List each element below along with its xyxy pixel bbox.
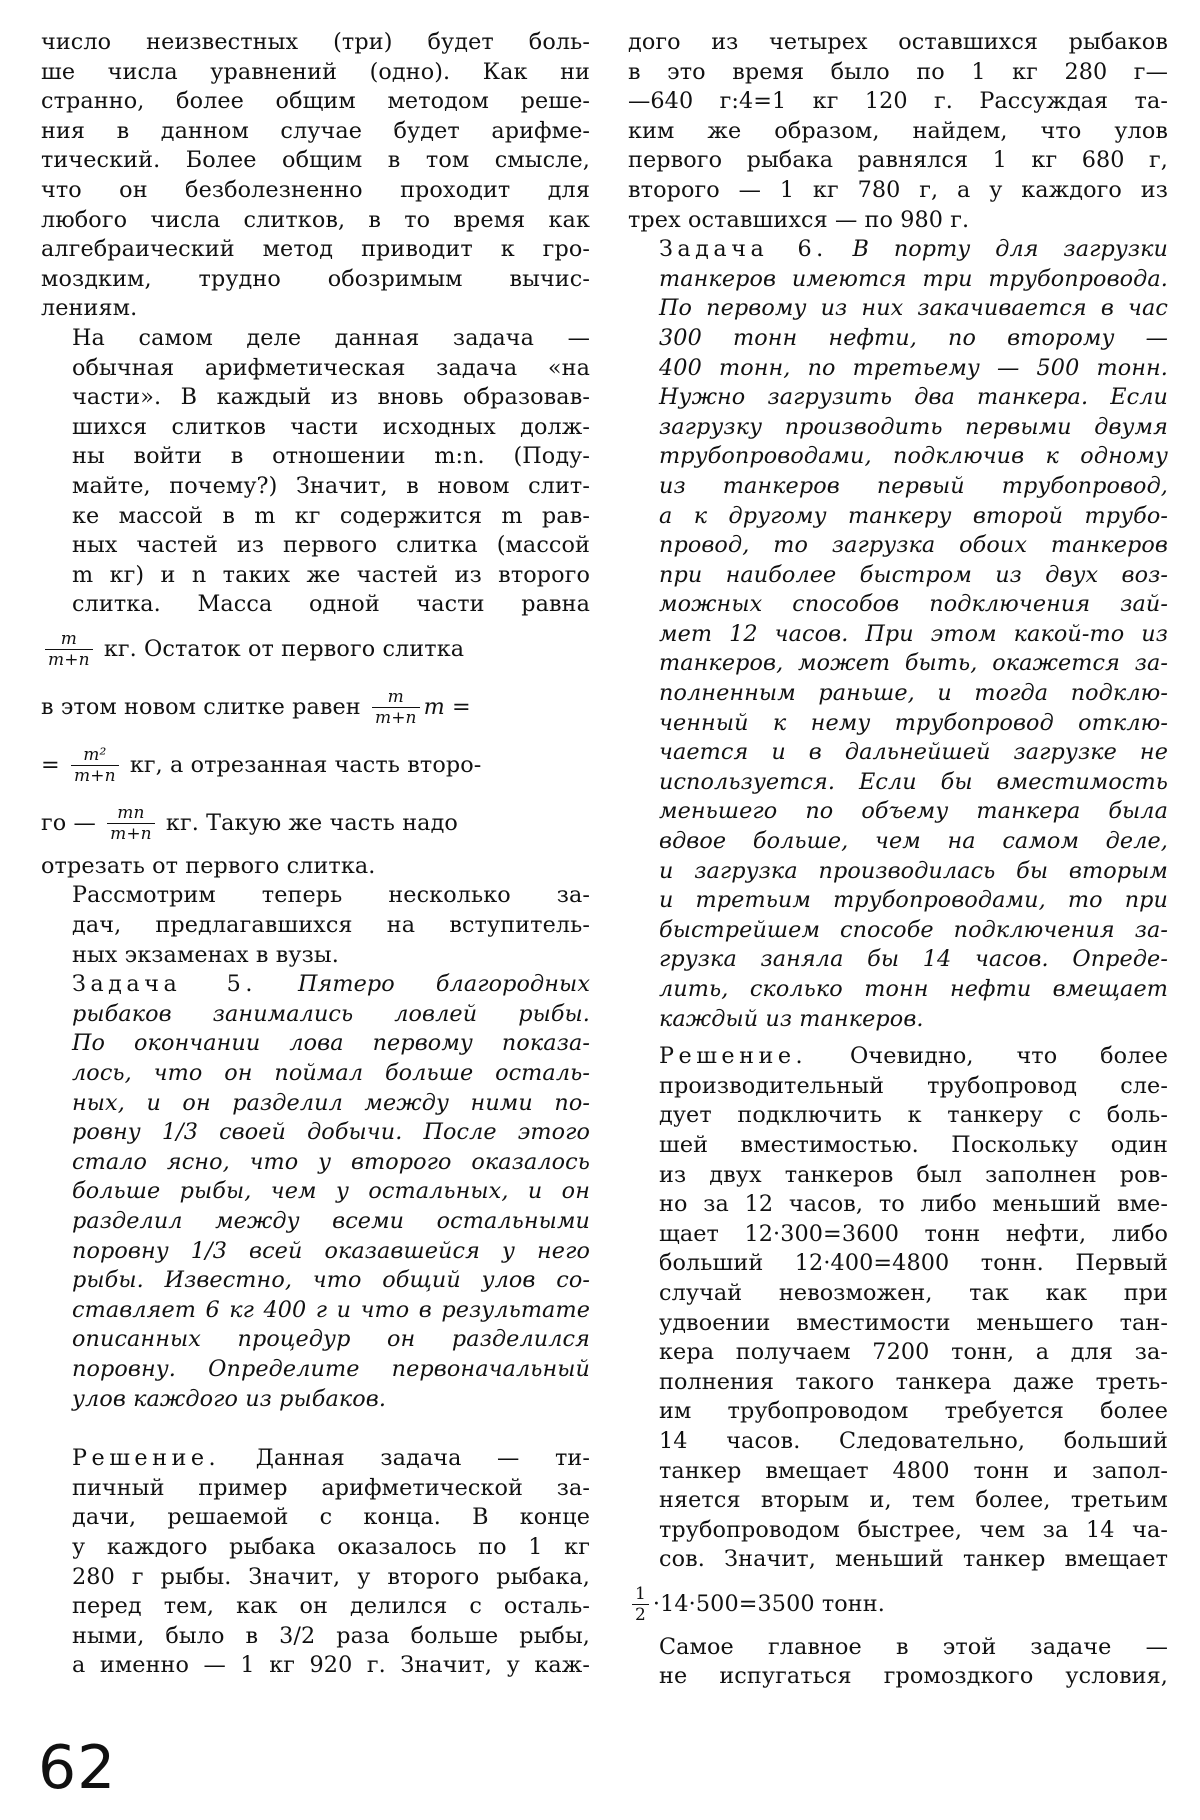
text-line: На самом деле данная задача — (72, 324, 590, 351)
task-label: Задача 5. (72, 971, 257, 998)
text-line: отрезать от первого слитка. (41, 852, 376, 879)
text-line: майте, почему?) Значит, в новом слит- (72, 472, 590, 499)
text-line: но за 12 часов, то либо меньший вме- (659, 1191, 1168, 1218)
text-line: трубопроводами, подключив к одному (659, 443, 1168, 470)
left-column (41, 28, 590, 1681)
text-line: щает 12·300=3600 тонн нефти, либо (659, 1220, 1168, 1247)
text-line: поровну 1/3 всей оказавшейся у него (72, 1237, 590, 1264)
formula-line-part-mass (41, 620, 590, 678)
text-line: 400 тонн, по третьему — 500 тонн. (659, 354, 1168, 381)
text-line: m кг) и n таких же частей из второго (72, 561, 590, 588)
fraction-m-over-m-plus-n: $\frac{m}{m+n}$ (372, 687, 420, 728)
text-line: трубопроводом быстрее, чем за 14 ча- (659, 1516, 1168, 1543)
text-line: ше числа уравнений (одно). Как ни (41, 58, 590, 85)
text-line: улов каждого из рыбаков. (72, 1385, 387, 1412)
text-line: ных экзаменах в вузы. (72, 941, 339, 968)
text-line: перед тем, как он делился с осталь- (72, 1593, 590, 1620)
text-line: Решение. Очевидно, что более (659, 1043, 1168, 1070)
fraction-m-over-m-plus-n: $\frac{m}{m+n}$ (45, 629, 93, 670)
text-line: Рассмотрим теперь несколько за- (72, 882, 590, 909)
text-line: лось, что он поймал больше осталь- (72, 1060, 590, 1087)
text-line: не испугаться громоздкого условия, (659, 1663, 1168, 1690)
text-line: странно, более общим методом реше- (41, 88, 590, 115)
task-5 (41, 970, 590, 1414)
text-line: ны войти в отношении m:n. (Поду- (72, 443, 590, 470)
text-line: слитка. Масса одной части равна (72, 591, 590, 618)
paragraph-intro (41, 28, 590, 324)
right-column (628, 28, 1168, 1692)
text-line: танкеров, может быть, окажется за- (659, 650, 1168, 677)
formula-line-mn (41, 794, 590, 852)
text-line: рыбы. Известно, что общий улов со- (72, 1267, 590, 1294)
text-line: лить, сколько тонн нефти вмещает (659, 976, 1168, 1002)
formula-text: го — (41, 809, 96, 836)
text-line: производительный трубопровод сле- (659, 1072, 1168, 1099)
text-line: а именно — 1 кг 920 г. Значит, у каж- (72, 1652, 590, 1679)
formula-text: в этом новом слитке равен (41, 693, 361, 720)
text-line: ке массой в m кг содержится m рав- (72, 502, 590, 529)
text-line: в это время было по 1 кг 280 г— (628, 58, 1168, 85)
text-line: ким же образом, найдем, что улов (628, 117, 1168, 144)
spacer (41, 1414, 590, 1444)
text-line: у каждого рыбака оказалось по 1 кг (72, 1533, 590, 1560)
text-line: стало ясно, что у второго оказалось (72, 1148, 590, 1175)
text-line: Самое главное в этой задаче — (659, 1633, 1168, 1660)
text-line: поровну. Определите первоначальный (72, 1355, 590, 1382)
text-line: описанных процедур он разделился (72, 1326, 590, 1353)
paragraph-fish-continued (628, 28, 1168, 235)
equals-sign: = (41, 751, 60, 778)
text-line: и загрузка производилась бы вторым (659, 857, 1168, 884)
formula-text: кг. Остаток от первого слитка (103, 635, 465, 662)
text-line: няется вторым и, тем более, третьим (659, 1487, 1168, 1514)
text-line: полненным раньше, и тогда подклю- (659, 680, 1168, 707)
paragraph-exams (41, 881, 590, 970)
solution-label: Решение. (72, 1445, 221, 1472)
text-line: грузка заняла бы 14 часов. Опреде- (659, 946, 1168, 973)
formula-text: m = (423, 693, 471, 720)
text-line: танкер вмещает 4800 тонн и запол- (659, 1457, 1168, 1484)
formula-line-half (628, 1575, 1168, 1633)
solution-6 (628, 1042, 1168, 1575)
text-line: рыбаков занимались ловлей рыбы. (72, 1000, 590, 1027)
text-line: разделил между всеми остальными (72, 1208, 590, 1234)
text-line: сов. Значит, меньший танкер вмещает (659, 1546, 1168, 1573)
text-line: шихся слитков части исходных долж- (72, 413, 590, 440)
formula-line-m-squared (41, 736, 590, 794)
text-line: —640 г:4=1 кг 120 г. Рассуждая та- (628, 88, 1168, 115)
text-line: обычная арифметическая задача «на (72, 354, 590, 381)
text-line: Нужно загрузить два танкера. Если (659, 384, 1168, 411)
formula-text: ·14·500=3500 тонн. (652, 1590, 885, 1617)
text-line: полнения такого танкера даже треть- (659, 1368, 1168, 1395)
text-line: тический. Более общим в том смысле, (41, 147, 590, 174)
formula-text: кг, а отрезанная часть второ- (129, 751, 482, 778)
text-line: загрузку производить первыми двумя (659, 413, 1168, 440)
text-line: используется. Если бы вместимость (659, 768, 1168, 795)
text-line: 14 часов. Следовательно, больший (659, 1427, 1168, 1454)
solution-label: Решение. (659, 1043, 808, 1070)
text-line: Задача 5. Пятеро благородных (72, 971, 590, 998)
text-line: и третьим трубопроводами, то при (659, 887, 1168, 914)
text-line: По первому из них закачивается в час (659, 295, 1168, 322)
text-line: удвоении вместимости меньшего тан- (659, 1309, 1168, 1336)
text-line: ных, и он разделил между ними по- (72, 1089, 590, 1116)
text-line: ровну 1/3 своей добычи. После этого (72, 1119, 590, 1146)
text-line: чается и в дальнейшей загрузке не (659, 739, 1168, 766)
formula-line-remainder (41, 678, 590, 736)
text-line: дует подключить к танкеру с боль- (659, 1102, 1168, 1129)
task-label: Задача 6. (659, 236, 828, 263)
text-line: провод, то загрузка обоих танкеров (659, 532, 1168, 559)
text-line: ставляет 6 кг 400 г и что в результате (72, 1296, 590, 1323)
fraction-m-squared-over-m-plus-n: $\frac{\text{m²}}{m+n}$ (71, 745, 119, 786)
text-line: пичный пример арифметической за- (72, 1474, 590, 1501)
text-line: кера получаем 7200 тонн, а для за- (659, 1339, 1168, 1366)
text-line: мет 12 часов. При этом какой-то из (659, 620, 1168, 647)
text-line: танкеров имеются три трубопровода. (659, 265, 1168, 292)
formula-text: кг. Такую же часть надо (165, 809, 458, 836)
paragraph-closing (628, 1633, 1168, 1692)
text-line: им трубопроводом требуется более (659, 1398, 1168, 1425)
text-line: Задача 6. В порту для загрузки (659, 236, 1168, 263)
paragraph-parts (41, 324, 590, 620)
text-line: трех оставшихся — по 980 г. (628, 206, 970, 233)
solution-5 (41, 1444, 590, 1681)
text-line: что он безболезненно проходит для (41, 176, 590, 203)
text-line: первого рыбака равнялся 1 кг 680 г, (628, 147, 1168, 174)
text-line: вдвое больше, чем на самом деле, (659, 828, 1168, 855)
text-line: ния в данном случае будет арифме- (41, 117, 590, 144)
text-line: при наиболее быстром из двух воз- (659, 561, 1168, 588)
text-line: число неизвестных (три) будет боль- (41, 29, 590, 55)
text-line: из танкеров первый трубопровод, (659, 472, 1168, 499)
text-line: второго — 1 кг 780 г, а у каждого из (628, 176, 1168, 203)
page-number: 62 (38, 1733, 117, 1803)
task-6 (628, 235, 1168, 1034)
text-line: больше рыбы, чем у остальных, и он (72, 1178, 590, 1205)
text-line: ных частей из первого слитка (массой (72, 532, 590, 559)
text-line: ченный к нему трубопровод отклю- (659, 709, 1168, 736)
text-line: 280 г рыбы. Значит, у второго рыбака, (72, 1563, 590, 1590)
spacer (628, 1034, 1168, 1042)
text-line: шей вместимостью. Поскольку один (659, 1131, 1168, 1158)
text-line: По окончании лова первому показа- (72, 1030, 590, 1057)
text-line: из двух танкеров был заполнен ров- (659, 1161, 1168, 1188)
text-line: каждый из танкеров. (659, 1005, 924, 1032)
text-line: алгебраический метод приводит к гро- (41, 236, 590, 263)
text-line: быстрейшем способе подключения за- (659, 916, 1168, 943)
text-line: любого числа слитков, в то время как (41, 206, 590, 233)
fraction-mn-over-m-plus-n: $\frac{mn}{m+n}$ (107, 803, 155, 844)
text-line: части». В каждый из вновь образовав- (72, 384, 590, 411)
text-line: больший 12·400=4800 тонн. Первый (659, 1250, 1168, 1277)
text-line: случай невозможен, так как при (659, 1279, 1168, 1306)
text-line: дач, предлагавшихся на вступитель- (72, 912, 590, 939)
text-line: а к другому танкеру второй трубо- (659, 502, 1168, 529)
text-line: 300 тонн нефти, по второму — (659, 324, 1168, 351)
text-line: меньшего по объему танкера была (659, 798, 1168, 825)
fraction-one-half: $\frac{1}{2}$ (632, 1584, 649, 1625)
text-line: ными, было в 3/2 раза больше рыбы, (72, 1622, 590, 1649)
paragraph-parts-end (41, 852, 590, 882)
text-line: Решение. Данная задача — ти- (72, 1445, 590, 1472)
text-line: дого из четырех оставшихся рыбаков (628, 29, 1168, 55)
text-line: можных способов подключения зай- (659, 591, 1168, 618)
text-line: моздким, трудно обозримым вычис- (41, 265, 590, 292)
text-line: лениям. (41, 295, 138, 322)
text-line: дачи, решаемой с конца. В конце (72, 1504, 590, 1531)
